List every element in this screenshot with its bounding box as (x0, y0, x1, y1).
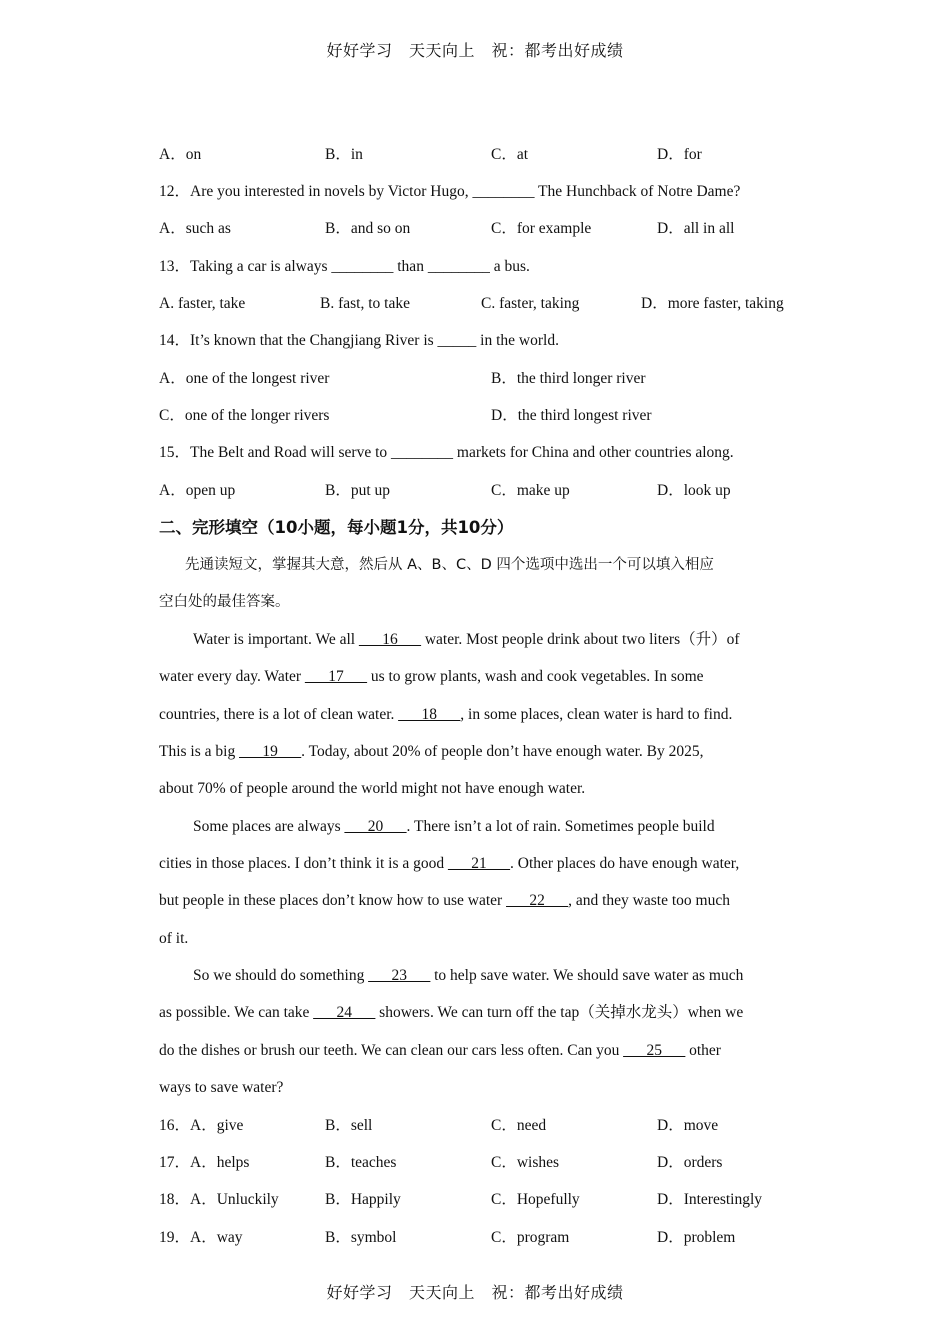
blank-22[interactable]: ___22___ (506, 892, 569, 909)
q12-stem: 12．Are you interested in novels by Victor Hugo, ________ The Hunchback of Notre Dame? (159, 183, 741, 200)
q13-option-d[interactable]: D．more faster, taking (641, 295, 784, 312)
passage-line: about 70% of people around the world might not have enough water. (159, 780, 586, 797)
page-footer: 好好学习 天天向上 祝：都考出好成绩 (326, 1283, 624, 1302)
passage-line: as possible. We can take ___24___ showers. We can turn off the tap（关掉水龙头）when we (159, 1004, 744, 1021)
q17-option-b[interactable]: B．teaches (325, 1154, 397, 1171)
blank-17[interactable]: ___17___ (304, 668, 367, 685)
section-title: 二、完形填空（10小题，每小题1分，共10分） (159, 518, 514, 537)
section-instruction-line1: 先通读短文，掌握其大意，然后从 A、B、C、D 四个选项中选出一个可以填入相应 (185, 557, 714, 573)
blank-19[interactable]: ___19___ (239, 743, 302, 760)
q12-option-a[interactable]: A．such as (159, 220, 231, 237)
q19-option-b[interactable]: B．symbol (325, 1229, 397, 1246)
q15-option-c[interactable]: C．make up (491, 482, 570, 499)
q14-option-c[interactable]: C．one of the longer rivers (159, 407, 330, 424)
q11-option-d[interactable]: D．for (657, 146, 702, 163)
q16-option-d[interactable]: D．move (657, 1117, 719, 1134)
q15-option-a[interactable]: A．open up (159, 482, 236, 499)
q19-option-a[interactable]: 19．A．way (159, 1229, 243, 1246)
q14-option-b[interactable]: B．the third longer river (491, 370, 646, 387)
q11-option-b[interactable]: B．in (325, 146, 363, 163)
blank-24[interactable]: ___24___ (313, 1004, 376, 1021)
blank-18[interactable]: ___18___ (398, 706, 461, 723)
section-instruction-line2: 空白处的最佳答案。 (159, 594, 290, 610)
blank-16[interactable]: ___16___ (358, 631, 421, 648)
q14-stem: 14．It’s known that the Changjiang River is _____ in the world. (159, 332, 559, 349)
q18-option-a[interactable]: 18．A．Unluckily (159, 1191, 279, 1208)
passage-line: do the dishes or brush our teeth. We can clean our cars less often. Can you ___25___ other (159, 1042, 721, 1059)
passage-line: Water is important. We all ___16___ water. Most people drink about two liters（升）of (193, 631, 740, 648)
q11-option-a[interactable]: A．on (159, 146, 202, 163)
q11-option-c[interactable]: C．at (491, 146, 529, 163)
blank-20[interactable]: ___20___ (344, 818, 407, 835)
q17-option-a[interactable]: 17．A．helps (159, 1154, 250, 1171)
q14-option-a[interactable]: A．one of the longest river (159, 370, 330, 387)
passage-line: of it. (159, 930, 189, 947)
q13-option-b[interactable]: B. fast, to take (320, 295, 410, 312)
passage-line: ways to save water? (159, 1079, 284, 1096)
q15-option-b[interactable]: B．put up (325, 482, 391, 499)
passage-line: This is a big ___19___. Today, about 20% of people don’t have enough water. By 2025, (159, 743, 704, 760)
q14-option-d[interactable]: D．the third longest river (491, 407, 652, 424)
q19-option-c[interactable]: C．program (491, 1229, 570, 1246)
q17-option-d[interactable]: D．orders (657, 1154, 723, 1171)
q13-option-a[interactable]: A. faster, take (159, 295, 246, 312)
blank-25[interactable]: ___25___ (623, 1042, 686, 1059)
q13-stem: 13．Taking a car is always ________ than ________ a bus. (159, 258, 530, 275)
blank-23[interactable]: ___23___ (368, 967, 431, 984)
passage-line: but people in these places don’t know how to use water ___22___, and they waste too much (159, 892, 730, 909)
q15-option-d[interactable]: D．look up (657, 482, 731, 499)
passage-line: countries, there is a lot of clean water. ___18___, in some places, clean water is hard to find. (159, 706, 733, 723)
passage-line: So we should do something ___23___ to help save water. We should save water as much (193, 967, 744, 984)
q17-option-c[interactable]: C．wishes (491, 1154, 560, 1171)
q19-option-d[interactable]: D．problem (657, 1229, 736, 1246)
q18-option-c[interactable]: C．Hopefully (491, 1191, 580, 1208)
q18-option-d[interactable]: D．Interestingly (657, 1191, 763, 1208)
passage-line: water every day. Water ___17___ us to grow plants, wash and cook vegetables. In some (159, 668, 704, 685)
q12-option-c[interactable]: C．for example (491, 220, 592, 237)
q16-option-b[interactable]: B．sell (325, 1117, 373, 1134)
q16-option-c[interactable]: C．need (491, 1117, 547, 1134)
q18-option-b[interactable]: B．Happily (325, 1191, 401, 1208)
q13-option-c[interactable]: C. faster, taking (481, 295, 580, 312)
page-header: 好好学习 天天向上 祝：都考出好成绩 (326, 41, 624, 60)
passage-line: Some places are always ___20___. There isn’t a lot of rain. Sometimes people build (193, 818, 715, 835)
blank-21[interactable]: ___21___ (448, 855, 511, 872)
q16-option-a[interactable]: 16．A．give (159, 1117, 244, 1134)
passage-line: cities in those places. I don’t think it is a good ___21___. Other places do have enough water, (159, 855, 740, 872)
q15-stem: 15．The Belt and Road will serve to ________ markets for China and other countries along. (159, 444, 734, 461)
q12-option-d[interactable]: D．all in all (657, 220, 735, 237)
q12-option-b[interactable]: B．and so on (325, 220, 411, 237)
